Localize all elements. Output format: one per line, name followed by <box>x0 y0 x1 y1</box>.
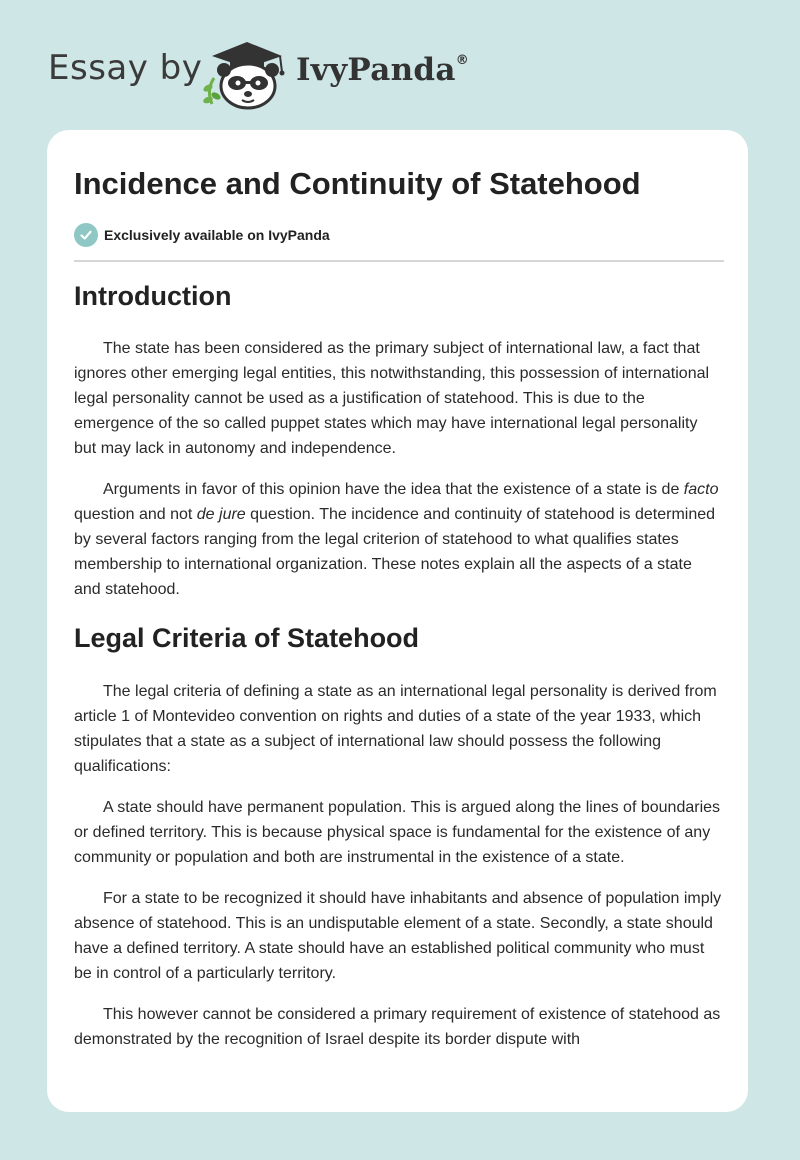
paragraph-text: Arguments in favor of this opinion have the idea that the existence of a state is de <box>103 481 684 499</box>
italic-term: facto <box>683 481 719 499</box>
paragraph: A state should have permanent population. This is argued along the lines of boundaries or defined territory. This is because physical space is fundamental for the existence of any community or population and both are instrumental in the existence of a state. <box>74 798 721 866</box>
checkmark-icon <box>74 223 98 247</box>
paragraph-text: question. The incidence and continuity of statehood is determined by several factors ranging from the legal criterion of statehood to what qualifies states membership to international organization. These notes explain all the aspects of a state and statehood. <box>74 506 716 599</box>
paragraph <box>74 477 722 602</box>
divider <box>74 260 724 262</box>
section-heading-introduction: Introduction <box>74 281 232 311</box>
essay-by-label: Essay by <box>48 48 203 88</box>
article-content <box>74 280 722 1068</box>
paragraph: This however cannot be considered a primary requirement of existence of statehood as demonstrated by the recognition of Israel despite its border dispute with <box>74 1005 721 1048</box>
article-title: Incidence and Continuity of Statehood <box>74 166 641 201</box>
registered-mark: ® <box>455 53 470 68</box>
exclusive-label: Exclusively available on IvyPanda <box>104 227 330 243</box>
article-card <box>47 130 748 1112</box>
exclusive-badge <box>74 222 330 248</box>
panda-logo-icon[interactable] <box>202 34 292 110</box>
paragraph: For a state to be recognized it should have inhabitants and absence of population imply absence of statehood. This is an undisputable element of a state. Secondly, a state should have a defined territory. A state should have an established political community who must be in control of a particularly territory. <box>74 889 722 982</box>
section-heading-legal-criteria: Legal Criteria of Statehood <box>74 623 420 654</box>
site-header <box>48 34 508 110</box>
brand-name[interactable] <box>296 52 469 88</box>
italic-term: de jure <box>196 506 246 524</box>
paragraph: The state has been considered as the primary subject of international law, a fact that ignores other emerging legal entities, this notwithstanding, this possession of international legal personality cannot be used as a justification of statehood. This is due to the emergence of the so called puppet states which may have international legal personality but may lack in autonomy and independence. <box>74 340 710 458</box>
brand-text: IvyPanda <box>296 52 456 88</box>
paragraph-text: question and not <box>74 506 197 524</box>
paragraph: The legal criteria of defining a state as an international legal personality is derived from article 1 of Montevideo convention on rights and duties of a state of the year 1933, which stipulates that a state as a subject of international law should possess the following qualifications: <box>74 682 717 775</box>
